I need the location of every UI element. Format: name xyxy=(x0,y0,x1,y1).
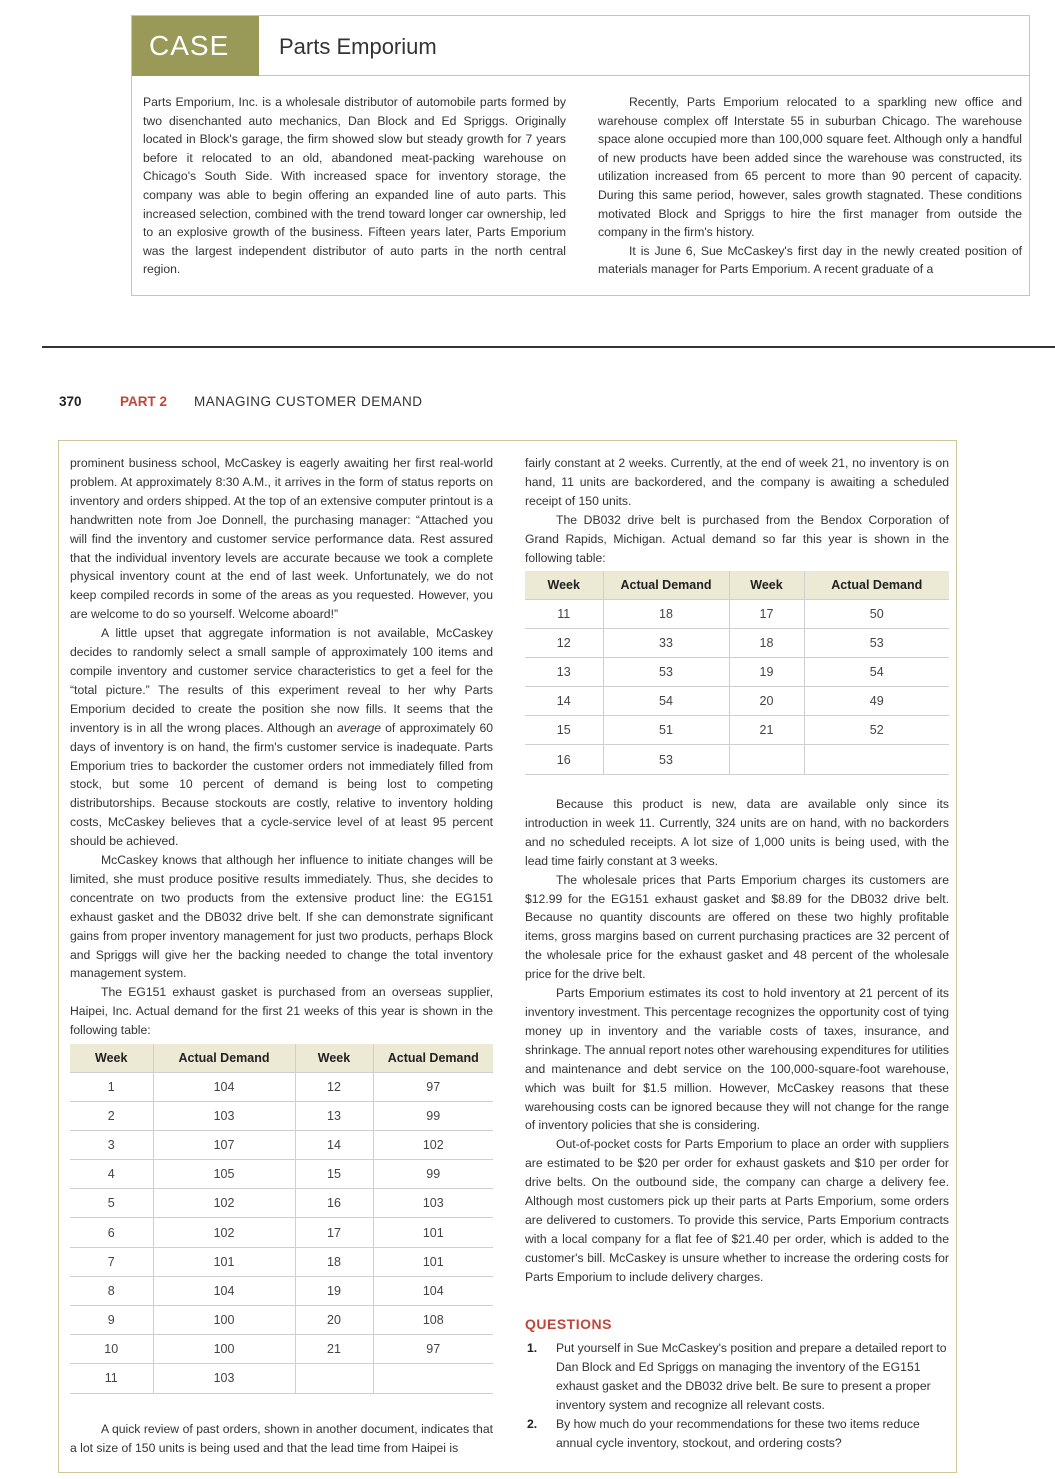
table-cell: 103 xyxy=(153,1364,295,1393)
questions-list xyxy=(525,1339,949,1452)
case-intro-paragraph-2: It is June 6, Sue McCaskey's first day in the newly created position of materials manager for Parts Emporium. A recent graduate of a xyxy=(598,243,1022,277)
db032-demand-table xyxy=(525,571,949,775)
table-cell: 17 xyxy=(295,1218,373,1247)
right-column-text-top xyxy=(525,454,949,567)
table-row xyxy=(525,745,949,774)
table-row xyxy=(525,687,949,716)
table-cell: 49 xyxy=(804,687,949,716)
table-cell: 104 xyxy=(153,1276,295,1305)
table-cell: 108 xyxy=(373,1306,493,1335)
table-cell: 8 xyxy=(70,1276,153,1305)
table-row xyxy=(70,1101,493,1130)
table-cell: 17 xyxy=(729,599,804,628)
column-header: Actual Demand xyxy=(603,571,729,599)
table-cell: 20 xyxy=(295,1306,373,1335)
table-cell: 12 xyxy=(525,628,603,657)
table-cell: 6 xyxy=(70,1218,153,1247)
case-header xyxy=(132,16,1029,76)
table-cell: 103 xyxy=(153,1101,295,1130)
table-cell: 1 xyxy=(70,1072,153,1101)
paragraph: McCaskey knows that although her influence to initiate changes will be limited, she must produce positive results immediately. Thus, she decides to concentrate on two products from the extensive product line: the EG151 exhaust gasket and the DB032 drive belt. If she can demonstrate significant gains from proper inventory management for just two products, perhaps Block and Spriggs will give her the backing needed to change the total inventory management system. xyxy=(70,853,493,981)
table-cell: 7 xyxy=(70,1247,153,1276)
case-intro-paragraph-1: Recently, Parts Emporium relocated to a sparkling new office and warehouse complex off Interstate 55 in suburban Chicago. The warehouse space alone occupied more than 100,000 square feet. Although only a handful of new products have been added since the warehouse was constructed, its utilization increased from 65 percent to more than 90 percent of capacity. During this same period, however, sales growth stagnated. These conditions motivated Block and Spriggs to hire the first manager from outside the company in the firm's history. xyxy=(598,95,1022,240)
table-cell: 21 xyxy=(295,1335,373,1364)
question-item xyxy=(525,1339,949,1415)
table-cell: 104 xyxy=(153,1072,295,1101)
eg151-demand-table xyxy=(70,1044,493,1394)
paragraph: The wholesale prices that Parts Emporium charges its customers are $12.99 for the EG151 exhaust gasket and $8.89 for the DB032 drive belt. Because no quantity discounts are offered on these two highly profitable items, gross margins based on current purchasing practices are 32 percent of the wholesale price for the exhaust gasket and 48 percent of the wholesale price for the drive belt. xyxy=(525,872,949,982)
table-cell: 101 xyxy=(373,1247,493,1276)
table-cell: 97 xyxy=(373,1072,493,1101)
paragraph: A quick review of past orders, shown in another document, indicates that a lot size of 150 units is being used and that the lead time from Haipei is xyxy=(70,1422,493,1455)
paragraph: The DB032 drive belt is purchased from the Bendox Corporation of Grand Rapids, Michigan. Actual demand so far this year is shown in the following table: xyxy=(525,512,949,565)
table-row xyxy=(525,657,949,686)
questions-heading: QUESTIONS xyxy=(525,1316,612,1332)
table-cell: 15 xyxy=(525,716,603,745)
table-cell: 101 xyxy=(373,1218,493,1247)
table-row xyxy=(70,1276,493,1305)
table-cell xyxy=(295,1364,373,1393)
table-cell: 3 xyxy=(70,1130,153,1159)
table-cell: 11 xyxy=(525,599,603,628)
table-row xyxy=(70,1247,493,1276)
table-cell: 19 xyxy=(729,657,804,686)
part-number: PART 2 xyxy=(120,394,168,409)
table-cell xyxy=(729,745,804,774)
table-row xyxy=(70,1335,493,1364)
part-title: MANAGING CUSTOMER DEMAND xyxy=(194,394,423,409)
table-cell: 16 xyxy=(525,745,603,774)
table-row xyxy=(525,716,949,745)
table-cell: 21 xyxy=(729,716,804,745)
table-cell xyxy=(804,745,949,774)
table-cell: 54 xyxy=(603,687,729,716)
table-cell: 16 xyxy=(295,1189,373,1218)
paragraph: A little upset that aggregate information is not available, McCaskey decides to randomly select a small sample of approximately 100 items and compile inventory and customer service characteristics to get a feel for the “total picture.” The results of this experiment reveal to her why Parts Emporium decided to create the position she now fills. It seems that the inventory is in all the wrong places. Although an average of approximately 60 days of inventory is on hand, the firm's customer service is inadequate. Parts Emporium tries to backorder the customer orders not immediately filled from stock, but some 10 percent of demand is being lost to competing distributorships. Because stockouts are costly, relative to inventory holding costs, McCaskey believes that a cycle-service level of at least 95 percent should be achieved. xyxy=(70,626,494,849)
paragraph: Parts Emporium estimates its cost to hold inventory at 21 percent of its inventory investment. This percentage recognizes the opportunity cost of tying money up in inventory and the variable costs of taxes, insurance, and shrinkage. The annual report notes other warehousing expenditures for utilities and maintenance and debt service on the 100,000-square-foot warehouse, which was built for $1.5 million. However, McCaskey reasons that these warehousing costs can be ignored because they will not change for the range of inventory policies that she is considering. xyxy=(525,986,949,1133)
table-row xyxy=(70,1364,493,1393)
table-cell: 10 xyxy=(70,1335,153,1364)
table-cell: 11 xyxy=(70,1364,153,1393)
table-cell: 33 xyxy=(603,628,729,657)
table-cell: 107 xyxy=(153,1130,295,1159)
column-header: Week xyxy=(295,1044,373,1072)
table-cell: 53 xyxy=(603,745,729,774)
table-cell: 2 xyxy=(70,1101,153,1130)
case-intro-box xyxy=(131,15,1030,296)
table-cell: 105 xyxy=(153,1160,295,1189)
page-divider xyxy=(42,346,1055,348)
table-cell: 18 xyxy=(603,599,729,628)
table-cell: 101 xyxy=(153,1247,295,1276)
paragraph: fairly constant at 2 weeks. Currently, at the end of week 21, no inventory is on hand, 11 units are backordered, and the company is awaiting a scheduled receipt of 150 units. xyxy=(525,456,949,508)
table-header-row xyxy=(70,1044,493,1072)
question-text: Put yourself in Sue McCaskey's position and prepare a detailed report to Dan Block and Ed Spriggs on managing the inventory of the EG151 exhaust gasket and the DB032 drive belt. Be sure to present a proper inventory system and recognize all relevant costs. xyxy=(556,1341,947,1412)
table-cell: 20 xyxy=(729,687,804,716)
table-cell: 100 xyxy=(153,1306,295,1335)
case-continued-box xyxy=(58,440,957,1473)
table-cell: 53 xyxy=(603,657,729,686)
table-row xyxy=(70,1130,493,1159)
paragraph: Because this product is new, data are available only since its introduction in week 11. Currently, 324 units are on hand, with no backorders and no scheduled receipts. A lot size of 1,000 units is being used, with the lead time fairly constant at 3 weeks. xyxy=(525,797,949,868)
right-column-text xyxy=(525,795,949,1287)
question-item xyxy=(525,1415,949,1453)
table-cell: 18 xyxy=(729,628,804,657)
question-number: 2. xyxy=(527,1416,538,1431)
page-number: 370 xyxy=(59,394,82,409)
paragraph: prominent business school, McCaskey is eagerly awaiting her first real-world problem. At approximately 8:30 A.M., it arrives in the form of status reports on inventory and orders shipped. At the top of an extensive computer printout is a handwritten note from Joe Donnell, the purchasing manager: “Attached you will find the inventory and customer service performance data. Rest assured that the individual inventory levels are accurate because we took a complete physical inventory count at the end of last week. Unfortunately, we do not keep compiled records in some of the areas as you requested. However, you are welcome to do so yourself. Welcome aboard!” xyxy=(70,456,493,622)
column-header: Actual Demand xyxy=(804,571,949,599)
left-column-closing xyxy=(70,1420,493,1458)
table-cell: 51 xyxy=(603,716,729,745)
table-row xyxy=(70,1160,493,1189)
column-header: Actual Demand xyxy=(153,1044,295,1072)
column-header: Week xyxy=(729,571,804,599)
table-cell: 15 xyxy=(295,1160,373,1189)
table-cell: 14 xyxy=(525,687,603,716)
table-cell: 18 xyxy=(295,1247,373,1276)
question-number: 1. xyxy=(527,1341,538,1355)
table-cell: 9 xyxy=(70,1306,153,1335)
table-cell: 14 xyxy=(295,1130,373,1159)
table-cell: 4 xyxy=(70,1160,153,1189)
column-header: Actual Demand xyxy=(373,1044,493,1072)
table-cell: 50 xyxy=(804,599,949,628)
table-cell xyxy=(373,1364,493,1393)
case-title: Parts Emporium xyxy=(279,34,437,59)
column-header: Week xyxy=(70,1044,153,1072)
table-row xyxy=(70,1072,493,1101)
table-cell: 102 xyxy=(153,1218,295,1247)
case-intro-left-column: Parts Emporium, Inc. is a wholesale distributor of automobile parts formed by two disenchanted auto mechanics, Dan Block and Ed Spriggs. Originally located in Block's garage, the firm showed slow but steady growth for 7 years before it relocated to an old, abandoned meat-packing warehouse on Chicago's South Side. With increased space for inventory storage, the company was able to begin offering an expanded line of auto parts. This increased selection, combined with the trend toward longer car ownership, led to an explosive growth of the business. Fifteen years later, Parts Emporium was the largest independent distributor of auto parts in the north central region. xyxy=(143,95,566,277)
question-text: By how much do your recommendations for these two items reduce annual cycle inventory, stockout, and ordering costs? xyxy=(556,1416,920,1450)
table-cell: 102 xyxy=(153,1189,295,1218)
table-row xyxy=(525,599,949,628)
table-header-row xyxy=(525,571,949,599)
paragraph: Out-of-pocket costs for Parts Emporium to place an order with suppliers are estimated to be $20 per order for exhaust gaskets and $10 per order for drive belts. On the outbound side, the company can charge a delivery fee. Although most customers pick up their parts at Parts Emporium, some orders are delivered to customers. To provide this service, Parts Emporium contracts with a local company for a flat fee of $21.40 per order, which is added to the customer's bill. McCaskey is unsure whether to increase the ordering costs for Parts Emporium to include delivery charges. xyxy=(525,1137,949,1284)
table-cell: 103 xyxy=(373,1189,493,1218)
table-cell: 13 xyxy=(525,657,603,686)
table-cell: 53 xyxy=(804,628,949,657)
table-cell: 5 xyxy=(70,1189,153,1218)
table-row xyxy=(525,628,949,657)
case-label: CASE xyxy=(132,16,259,76)
table-cell: 104 xyxy=(373,1276,493,1305)
table-cell: 12 xyxy=(295,1072,373,1101)
table-cell: 54 xyxy=(804,657,949,686)
table-cell: 52 xyxy=(804,716,949,745)
table-cell: 102 xyxy=(373,1130,493,1159)
table-cell: 100 xyxy=(153,1335,295,1364)
table-cell: 19 xyxy=(295,1276,373,1305)
table-cell: 13 xyxy=(295,1101,373,1130)
column-header: Week xyxy=(525,571,603,599)
left-column-text xyxy=(70,454,493,1040)
table-cell: 97 xyxy=(373,1335,493,1364)
case-intro-right-column xyxy=(598,93,1022,279)
table-row xyxy=(70,1218,493,1247)
table-cell: 99 xyxy=(373,1101,493,1130)
table-cell: 99 xyxy=(373,1160,493,1189)
table-row xyxy=(70,1306,493,1335)
table-row xyxy=(70,1189,493,1218)
paragraph: The EG151 exhaust gasket is purchased from an overseas supplier, Haipei, Inc. Actual demand for the first 21 weeks of this year is shown in the following table: xyxy=(70,985,493,1038)
